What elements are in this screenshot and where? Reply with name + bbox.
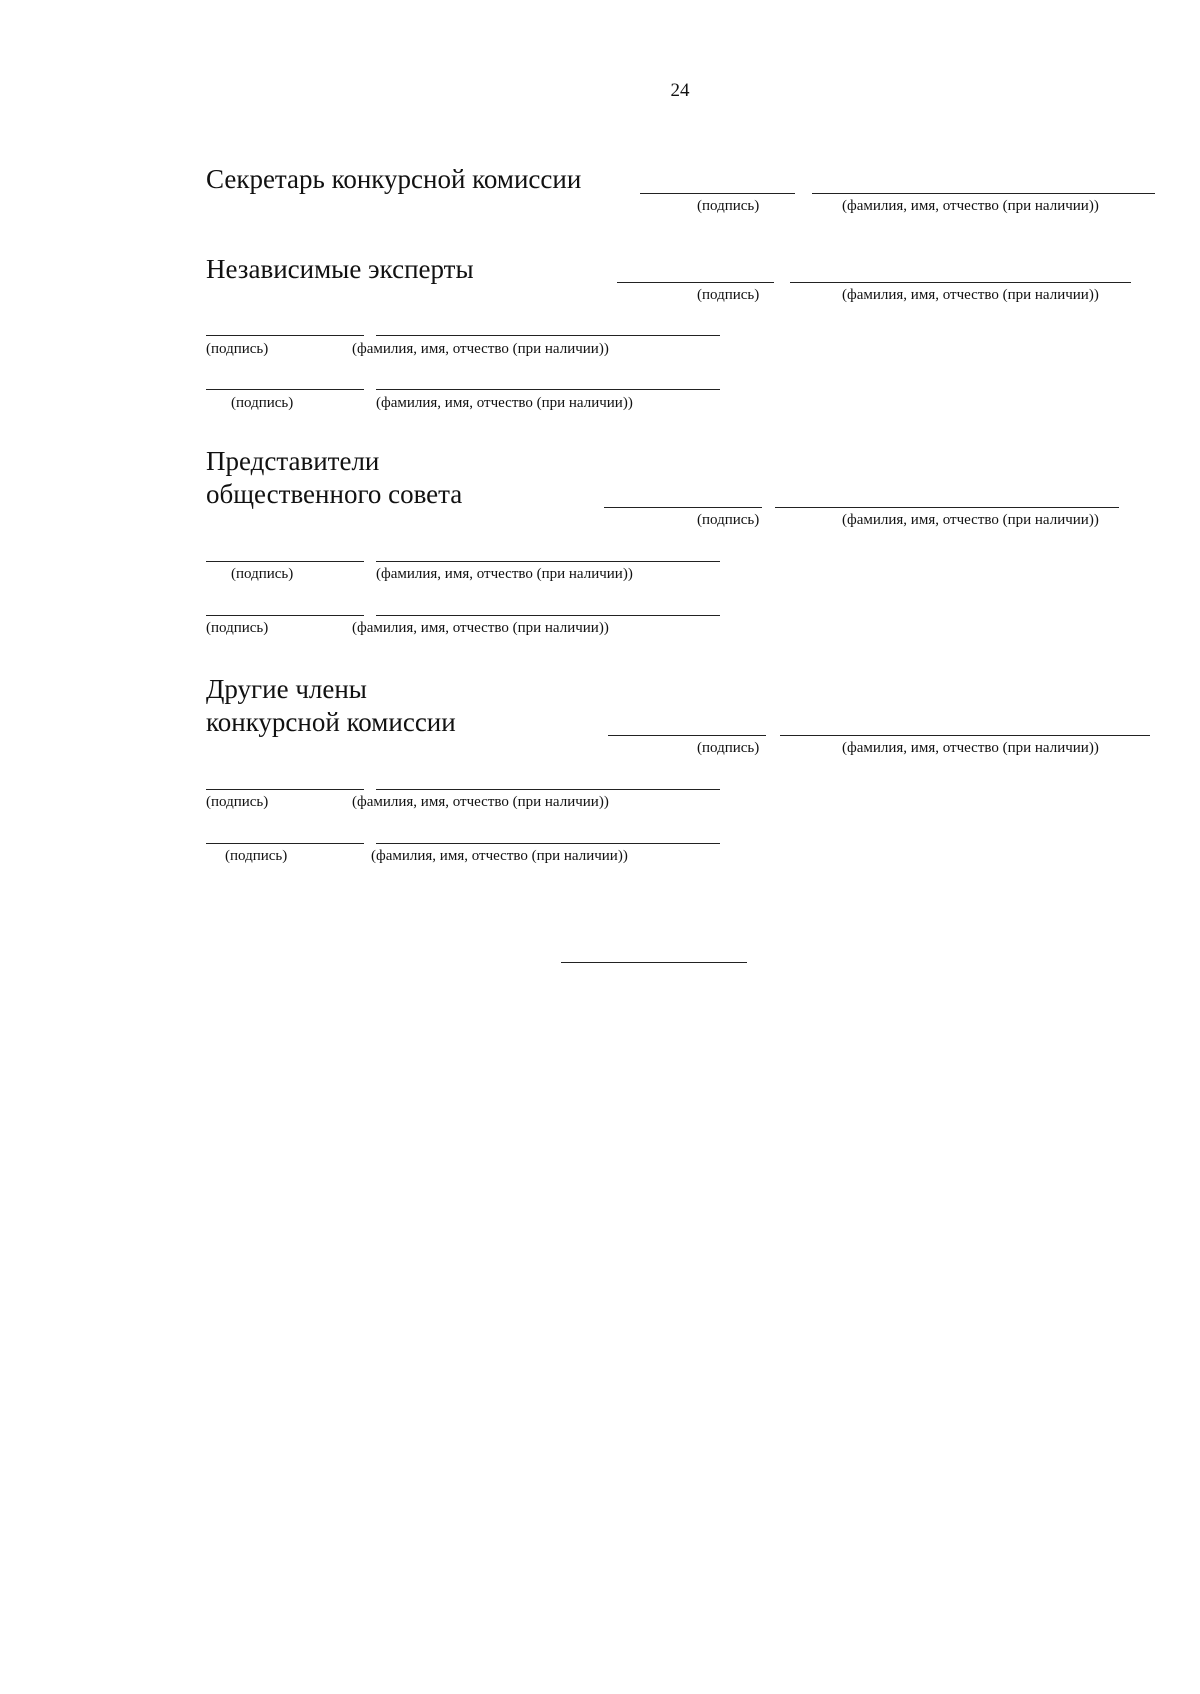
signature-line — [206, 389, 364, 390]
signature-caption: (подпись) — [231, 566, 294, 582]
full-name-caption: (фамилия, имя, отчество (при наличии)) — [352, 794, 609, 810]
full-name-line — [376, 789, 720, 790]
signature-caption: (подпись) — [697, 512, 760, 528]
full-name-line — [376, 389, 720, 390]
signature-caption: (подпись) — [206, 794, 269, 810]
full-name-caption: (фамилия, имя, отчество (при наличии)) — [376, 395, 633, 411]
signature-line — [608, 735, 766, 736]
full-name-caption: (фамилия, имя, отчество (при наличии)) — [842, 512, 1099, 528]
full-name-line — [376, 843, 720, 844]
full-name-line — [376, 615, 720, 616]
full-name-caption: (фамилия, имя, отчество (при наличии)) — [352, 620, 609, 636]
section-title-experts: Независимые эксперты — [206, 254, 474, 284]
section-title-secretary: Секретарь конкурсной комиссии — [206, 164, 582, 194]
section-title-other-members-line-2: конкурсной комиссии — [206, 707, 456, 737]
signature-caption: (подпись) — [206, 620, 269, 636]
signature-line — [617, 282, 774, 283]
full-name-caption: (фамилия, имя, отчество (при наличии)) — [371, 848, 628, 864]
full-name-line — [376, 335, 720, 336]
signature-caption: (подпись) — [697, 287, 760, 303]
full-name-caption: (фамилия, имя, отчество (при наличии)) — [842, 198, 1099, 214]
signature-line — [604, 507, 762, 508]
signature-line — [206, 335, 364, 336]
full-name-line — [780, 735, 1150, 736]
full-name-caption: (фамилия, имя, отчество (при наличии)) — [842, 287, 1099, 303]
signature-line — [206, 615, 364, 616]
signature-caption: (подпись) — [697, 198, 760, 214]
full-name-line — [376, 561, 720, 562]
section-title-public-council-line-1: Представители — [206, 446, 380, 476]
section-title-other-members-line-1: Другие члены — [206, 674, 367, 704]
signature-line — [206, 789, 364, 790]
full-name-caption: (фамилия, имя, отчество (при наличии)) — [842, 740, 1099, 756]
full-name-caption: (фамилия, имя, отчество (при наличии)) — [376, 566, 633, 582]
closing-divider — [561, 962, 747, 963]
signature-caption: (подпись) — [225, 848, 288, 864]
section-title-public-council-line-2: общественного совета — [206, 479, 463, 509]
signature-line — [206, 561, 364, 562]
full-name-line — [775, 507, 1119, 508]
signature-line — [206, 843, 364, 844]
signature-line — [640, 193, 795, 194]
signature-caption: (подпись) — [231, 395, 294, 411]
full-name-line — [812, 193, 1155, 194]
signature-caption: (подпись) — [206, 341, 269, 357]
full-name-line — [790, 282, 1131, 283]
full-name-caption: (фамилия, имя, отчество (при наличии)) — [352, 341, 609, 357]
page-number: 24 — [670, 80, 690, 101]
signature-caption: (подпись) — [697, 740, 760, 756]
